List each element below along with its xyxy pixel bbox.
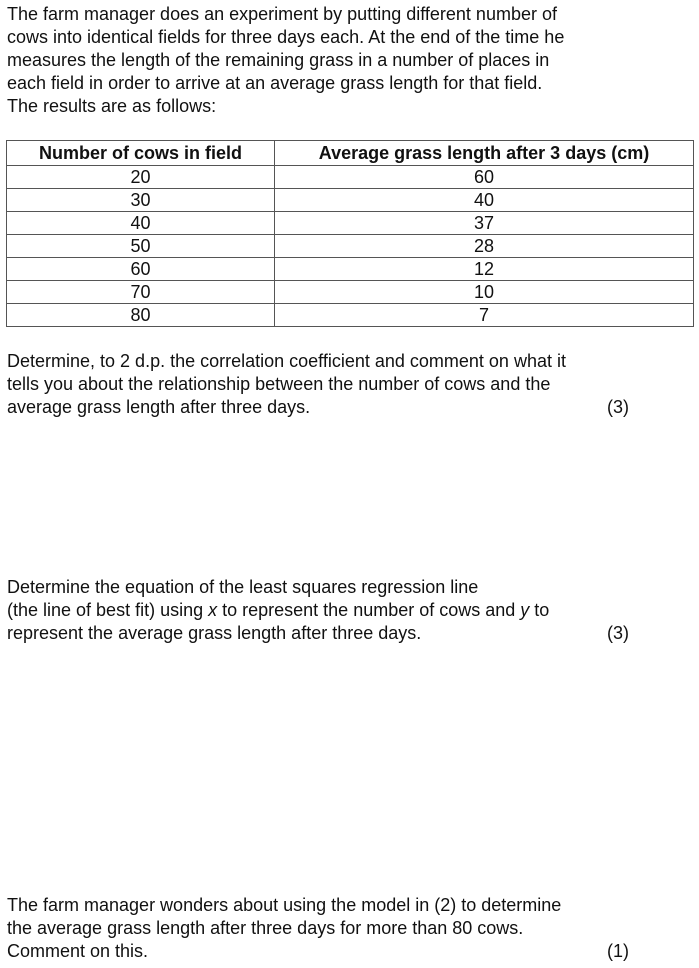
- cell-grass: 37: [275, 212, 694, 235]
- question-line: The farm manager wonders about using the model in (2) to determine: [7, 895, 562, 915]
- table-row: [7, 281, 694, 304]
- intro-line: cows into identical fields for three days each. At the end of the time he: [7, 27, 565, 47]
- marks-label: (3): [607, 623, 629, 643]
- table-row: [7, 235, 694, 258]
- table-row: [7, 166, 694, 189]
- cell-grass: 7: [275, 304, 694, 327]
- question-line: Determine, to 2 d.p. the correlation coefficient and comment on what it: [7, 351, 566, 371]
- variable-y: y: [520, 600, 530, 620]
- table-row: [7, 212, 694, 235]
- cell-cows: 80: [7, 304, 275, 327]
- cell-grass: 28: [275, 235, 694, 258]
- results-table: [6, 140, 694, 327]
- question-line: average grass length after three days.: [7, 397, 311, 417]
- variable-x: x: [208, 600, 218, 620]
- marks-label: (1): [607, 941, 629, 961]
- header-cows: Number of cows in field: [7, 141, 275, 166]
- question-line: Comment on this.: [7, 941, 149, 961]
- question-extrapolation: [7, 894, 629, 963]
- question-line-with-marks: [7, 622, 629, 645]
- question-regression: [7, 576, 629, 645]
- cell-cows: 60: [7, 258, 275, 281]
- table-row: [7, 304, 694, 327]
- cell-cows: 30: [7, 189, 275, 212]
- question-line: [7, 599, 629, 622]
- marks-label: (3): [607, 397, 629, 417]
- intro-line: The farm manager does an experiment by putting different number of: [7, 4, 557, 24]
- intro-line: measures the length of the remaining grass in a number of places in: [7, 50, 550, 70]
- cell-grass: 40: [275, 189, 694, 212]
- cell-grass: 60: [275, 166, 694, 189]
- question-text: (the line of best fit) using: [7, 600, 209, 620]
- header-grass-length: Average grass length after 3 days (cm): [275, 141, 694, 166]
- intro-line: each field in order to arrive at an average grass length for that field.: [7, 73, 543, 93]
- question-line: tells you about the relationship between the number of cows and the: [7, 374, 551, 394]
- table-row: [7, 189, 694, 212]
- cell-cows: 50: [7, 235, 275, 258]
- cell-grass: 10: [275, 281, 694, 304]
- cell-cows: 70: [7, 281, 275, 304]
- intro-paragraph: [7, 3, 564, 118]
- question-line: represent the average grass length after three days.: [7, 623, 422, 643]
- question-correlation: [7, 350, 629, 419]
- question-text: to: [529, 600, 550, 620]
- cell-grass: 12: [275, 258, 694, 281]
- question-text: to represent the number of cows and: [217, 600, 521, 620]
- question-line-with-marks: [7, 396, 629, 419]
- cell-cows: 40: [7, 212, 275, 235]
- question-line: the average grass length after three days for more than 80 cows.: [7, 918, 524, 938]
- cell-cows: 20: [7, 166, 275, 189]
- question-line: Determine the equation of the least squares regression line: [7, 577, 479, 597]
- table-row: [7, 258, 694, 281]
- table-header-row: [7, 141, 694, 166]
- question-line-with-marks: [7, 940, 629, 963]
- intro-line: The results are as follows:: [7, 96, 217, 116]
